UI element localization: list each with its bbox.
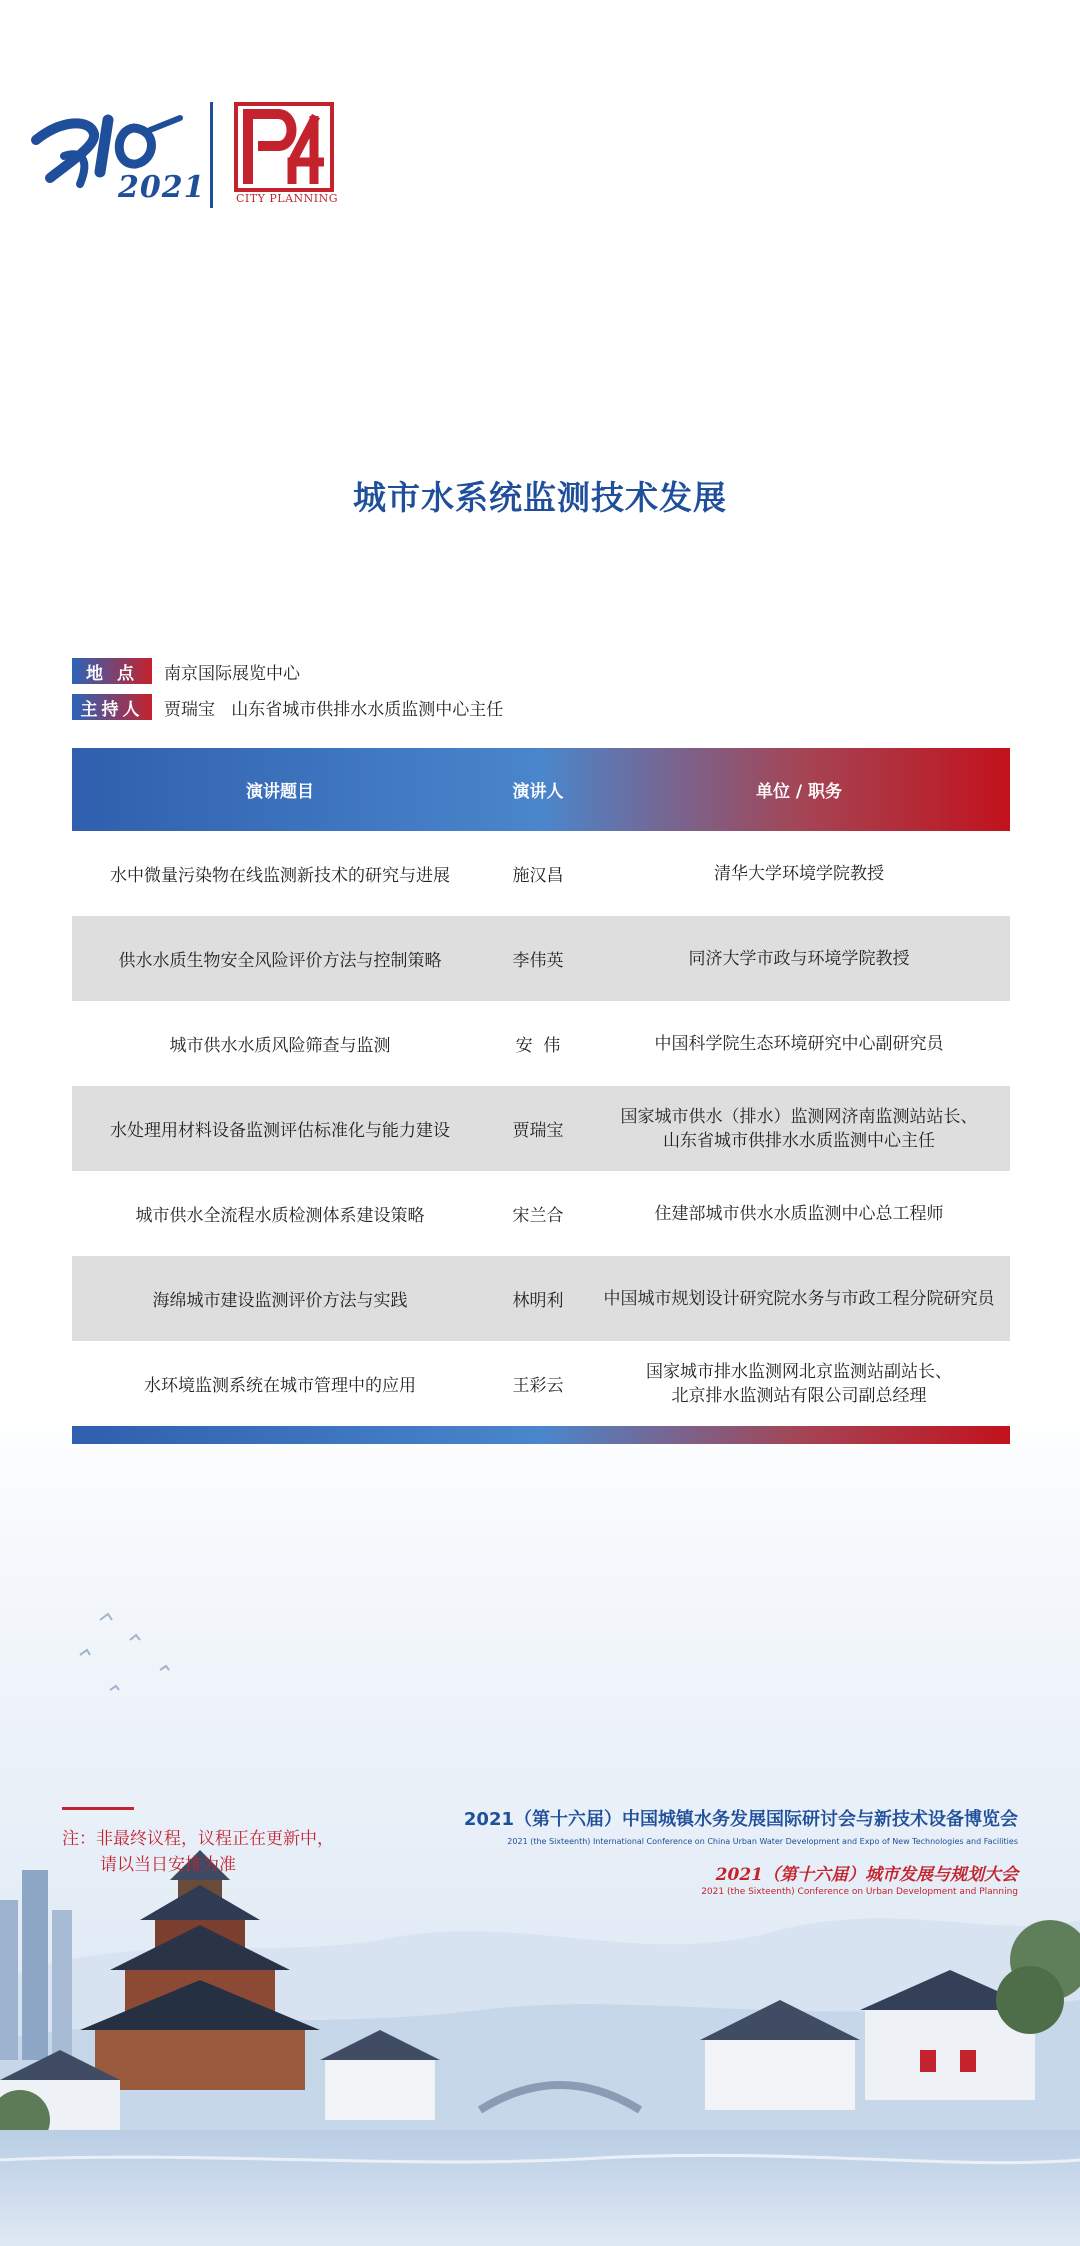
header-speaker: 演讲人 (512, 782, 564, 802)
header-topic: 演讲题目 (246, 782, 314, 802)
host-label: 主持人 (72, 694, 152, 720)
table-row (72, 1256, 1010, 1341)
row-topic: 城市供水全流程水质检测体系建设策略 (135, 1206, 425, 1226)
logo-divider (210, 102, 213, 208)
note-line-1: 注：非最终议程，议程正在更新中， (62, 1829, 334, 1849)
row-speaker: 李伟英 (512, 951, 564, 971)
row-org: 同济大学市政与环境学院教授 (688, 948, 910, 969)
agenda-table (72, 748, 1010, 1444)
row-speaker: 安 伟 (515, 1036, 561, 1056)
row-org: 中国城市规划设计研究院水务与市政工程分院研究员 (603, 1288, 995, 1309)
city-planning-text: CITY PLANNING (236, 192, 339, 205)
row-org: 国家城市排水监测网北京监测站副站长、 北京排水监测站有限公司副总经理 (646, 1361, 952, 1406)
conference-cn-2: 2021（第十六届）城市发展与规划大会 (715, 1865, 1018, 1885)
row-org: 清华大学环境学院教授 (714, 863, 884, 884)
conference-info (464, 1805, 1018, 1897)
row-speaker: 王彩云 (512, 1376, 564, 1396)
table-footer-bar (72, 1426, 1010, 1444)
note-line-2: 请以当日安排为准 (100, 1855, 236, 1875)
location-label: 地 点 (72, 658, 152, 684)
header-org: 单位 / 职务 (755, 782, 843, 802)
conference-cn-1: 2021（第十六届）中国城镇水务发展国际研讨会与新技术设备博览会 (463, 1809, 1018, 1830)
location-row (72, 658, 300, 684)
row-topic: 海绵城市建设监测评价方法与实践 (152, 1291, 408, 1311)
table-row (72, 1001, 1010, 1086)
city-planning-logo-icon (234, 102, 334, 206)
row-speaker: 贾瑞宝 (512, 1121, 564, 1141)
row-topic: 供水水质生物安全风险评价方法与控制策略 (118, 951, 442, 971)
row-topic: 水处理用材料设备监测评估标准化与能力建设 (110, 1121, 450, 1141)
row-speaker: 林明利 (512, 1291, 564, 1311)
agenda-note (62, 1826, 334, 1878)
table-row (72, 831, 1010, 916)
event-logo (30, 100, 360, 210)
birds-decoration-icon (60, 1600, 220, 1710)
table-row (72, 916, 1010, 1001)
table-row (72, 1171, 1010, 1256)
row-speaker: 宋兰合 (512, 1206, 564, 1226)
row-org: 国家城市供水（排水）监测网济南监测站站长、 山东省城市供排水水质监测中心主任 (620, 1106, 978, 1151)
row-speaker: 施汉昌 (512, 866, 564, 886)
row-topic: 城市供水水质风险筛查与监测 (169, 1036, 391, 1056)
table-row (72, 1086, 1010, 1171)
note-divider (62, 1807, 134, 1810)
table-row (72, 1341, 1010, 1426)
row-topic: 水中微量污染物在线监测新技术的研究与进展 (110, 866, 450, 886)
page-title: 城市水系统监测技术发展 (353, 478, 727, 517)
row-topic: 水环境监测系统在城市管理中的应用 (144, 1376, 416, 1396)
host-row (72, 694, 503, 720)
location-value: 南京国际展览中心 (164, 663, 300, 684)
logo-year: 2021 (118, 170, 206, 205)
table-header (72, 748, 1010, 831)
conference-en-1: 2021 (the Sixteenth) International Conference on China Urban Water Development and Expo of New Technologies and Facilities (507, 1837, 1018, 1846)
host-value: 贾瑞宝 山东省城市供排水水质监测中心主任 (164, 699, 504, 720)
row-org: 住建部城市供水水质监测中心总工程师 (654, 1203, 944, 1224)
conference-en-2: 2021 (the Sixteenth) Conference on Urban Development and Planning (701, 1887, 1018, 1897)
row-org: 中国科学院生态环境研究中心副研究员 (654, 1033, 944, 1054)
